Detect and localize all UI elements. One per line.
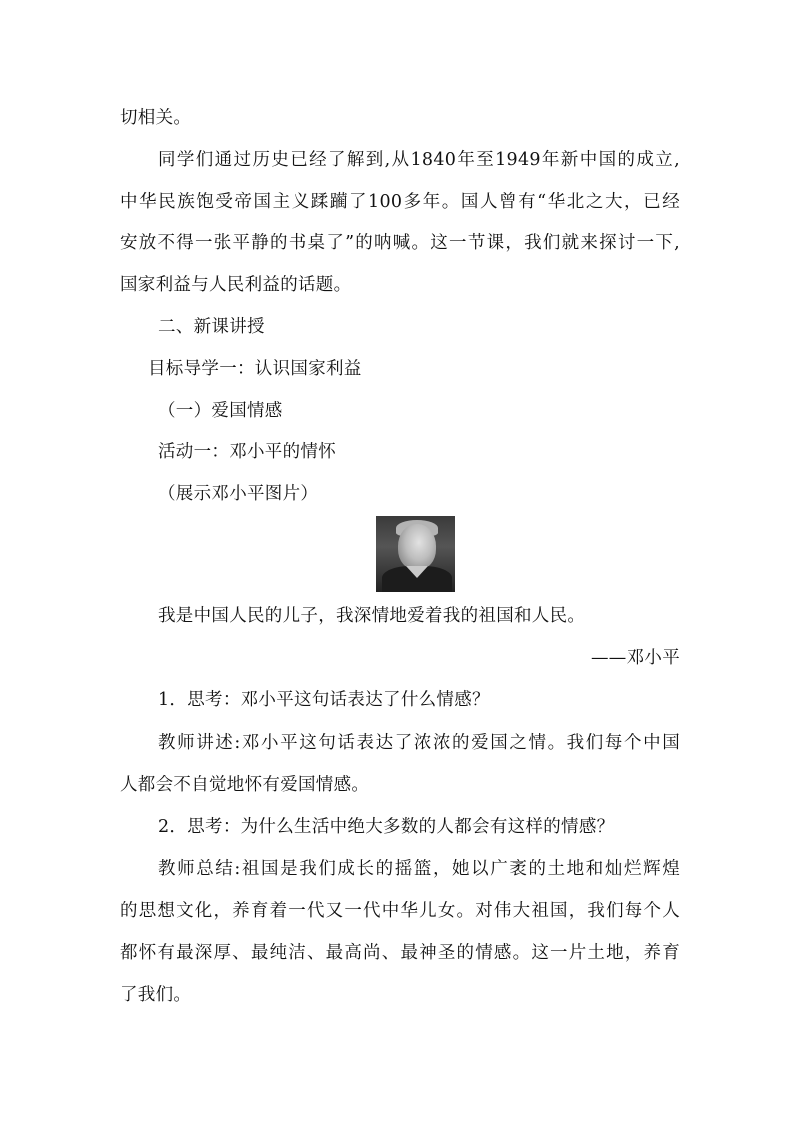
paragraph-line: 国家利益与人民利益的话题。	[120, 275, 352, 295]
paragraph-line: 教师总结:祖国是我们成长的摇篮，她以广袤的土地和灿烂辉煌	[158, 859, 680, 879]
paragraph-line: 人都会不自觉地怀有爱国情感。	[120, 775, 370, 795]
paragraph-line: 同学们通过历史已经了解到,从1840年至1949年新中国的成立,	[158, 150, 680, 170]
section-heading: 二、新课讲授	[158, 317, 265, 337]
question-2: 2．思考：为什么生活中绝大多数的人都会有这样的情感？	[158, 817, 615, 837]
activity-heading: 活动一：邓小平的情怀	[158, 442, 336, 462]
paragraph-line: 中华民族饱受帝国主义蹂躏了100多年。国人曾有“华北之大，已经	[120, 192, 680, 212]
image-caption: （展示邓小平图片）	[158, 484, 319, 504]
quote-text: 我是中国人民的儿子，我深情地爱着我的祖国和人民。	[158, 606, 586, 626]
paragraph-line: 都怀有最深厚、最纯洁、最高尚、最神圣的情感。这一片土地，养育	[120, 943, 680, 963]
paragraph-line: 安放不得一张平静的书桌了”的呐喊。这一节课，我们就来探讨一下,	[120, 233, 680, 253]
paragraph-line: 的思想文化，养育着一代又一代中华儿女。对伟大祖国，我们每个人	[120, 901, 680, 921]
quote-attribution: ——邓小平	[591, 648, 680, 668]
question-1: 1．思考：邓小平这句话表达了什么情感？	[158, 690, 490, 710]
paragraph-line: 了我们。	[120, 985, 192, 1005]
paragraph-line: 教师讲述:邓小平这句话表达了浓浓的爱国之情。我们每个中国	[158, 733, 680, 753]
subsection-heading: 目标导学一：认识国家利益	[148, 359, 362, 379]
subsection-heading: （一）爱国情感	[158, 401, 283, 421]
portrait-photo	[376, 516, 455, 592]
paragraph-line: 切相关。	[120, 108, 192, 128]
